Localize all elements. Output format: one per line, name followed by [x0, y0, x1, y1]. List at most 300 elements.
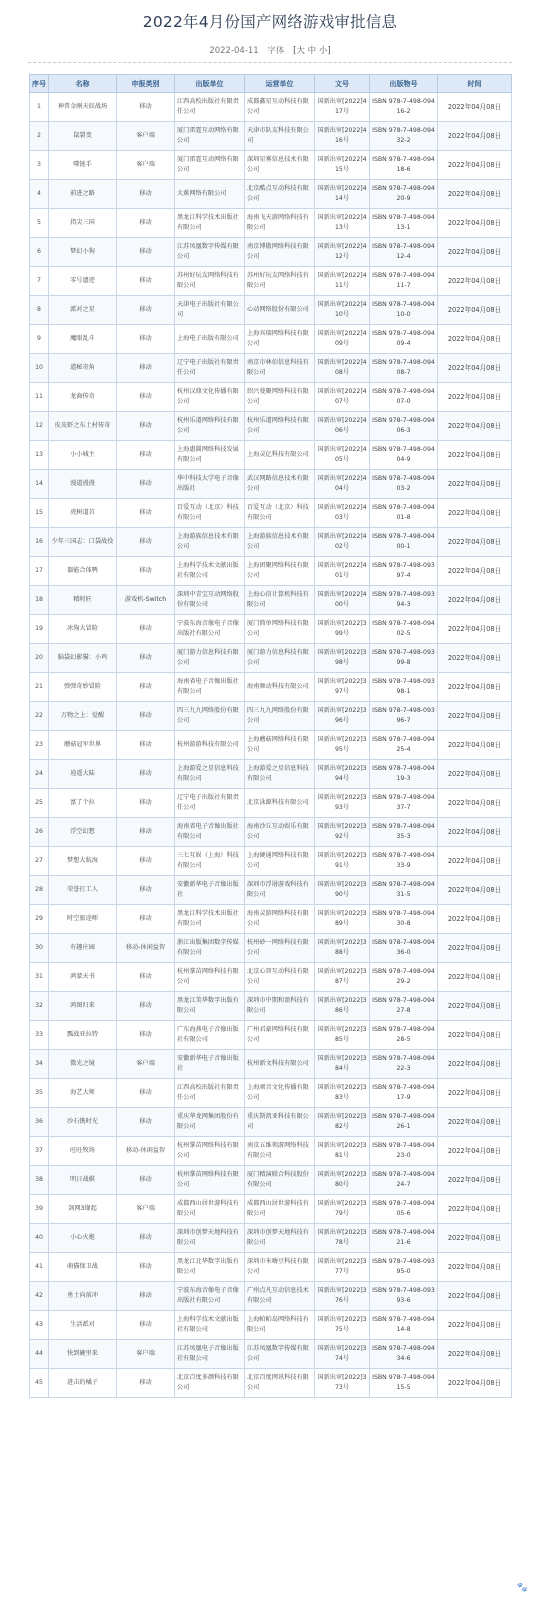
cell-category: 客户端 — [117, 1050, 175, 1079]
cell-operator: 上海游爱之星信息科技有限公司 — [245, 760, 315, 789]
cell-date: 2022年04月08日 — [438, 876, 512, 905]
cell-isbn: ISBN 978-7-498-09400-1 — [370, 528, 438, 557]
cell-name: 脑袋幻影猫：小鸡 — [49, 644, 117, 673]
table-row — [30, 1195, 512, 1224]
table-row — [30, 1311, 512, 1340]
cell-category: 移动 — [117, 644, 175, 673]
cell-isbn: ISBN 978-7-498-09434-6 — [370, 1340, 438, 1369]
cell-date: 2022年04月08日 — [438, 789, 512, 818]
cell-date: 2022年04月08日 — [438, 1108, 512, 1137]
cell-approval-no: 国新出审[2022]412号 — [315, 238, 370, 267]
cell-approval-no: 国新出审[2022]404号 — [315, 470, 370, 499]
cell-isbn: ISBN 978-7-498-09414-8 — [370, 1311, 438, 1340]
cell-operator: 厦门精演联合科技股份有限公司 — [245, 1166, 315, 1195]
cell-approval-no: 国新出审[2022]388号 — [315, 934, 370, 963]
cell-approval-no: 国新出审[2022]393号 — [315, 789, 370, 818]
cell-category: 移动 — [117, 1282, 175, 1311]
cell-name: 微光之镜 — [49, 1050, 117, 1079]
cell-isbn: ISBN 978-7-498-09426-1 — [370, 1108, 438, 1137]
table-row — [30, 876, 512, 905]
cell-index: 17 — [30, 557, 49, 586]
table-row — [30, 325, 512, 354]
cell-approval-no: 国新出审[2022]390号 — [315, 876, 370, 905]
cell-approval-no: 国新出审[2022]389号 — [315, 905, 370, 934]
cell-index: 1 — [30, 93, 49, 122]
cell-category: 移动 — [117, 325, 175, 354]
cell-index: 26 — [30, 818, 49, 847]
cell-isbn: ISBN 978-7-498-09421-6 — [370, 1224, 438, 1253]
cell-index: 11 — [30, 383, 49, 412]
font-size-switcher[interactable]: [大 中 小] — [293, 46, 331, 56]
cell-index: 34 — [30, 1050, 49, 1079]
cell-date: 2022年04月08日 — [438, 760, 512, 789]
cell-name: 勇士向前冲 — [49, 1282, 117, 1311]
cell-name: 虎树道首 — [49, 499, 117, 528]
cell-category: 移动 — [117, 209, 175, 238]
table-row — [30, 702, 512, 731]
table-row — [30, 1079, 512, 1108]
cell-name: 魔眼乱斗 — [49, 325, 117, 354]
cell-index: 7 — [30, 267, 49, 296]
cell-name: 指尖三国 — [49, 209, 117, 238]
cell-date: 2022年04月08日 — [438, 180, 512, 209]
cell-category: 移动 — [117, 412, 175, 441]
cell-publisher: 深圳中青宝互动网络股份有限公司 — [175, 586, 245, 615]
cell-operator: 南京博傲网络科技有限公司 — [245, 238, 315, 267]
cell-operator: 海南舞动科技有限公司 — [245, 673, 315, 702]
cell-index: 38 — [30, 1166, 49, 1195]
cell-date: 2022年04月08日 — [438, 325, 512, 354]
cell-approval-no: 国新出审[2022]401号 — [315, 557, 370, 586]
cell-isbn: ISBN 978-7-498-09410-0 — [370, 296, 438, 325]
cell-approval-no: 国新出审[2022]417号 — [315, 93, 370, 122]
publish-date: 2022-04-11 — [209, 46, 259, 56]
cell-isbn: ISBN 978-7-498-09415-5 — [370, 1369, 438, 1398]
cell-operator: 上海灵亿科技有限公司 — [245, 441, 315, 470]
cell-name: 旺旺牧场 — [49, 1137, 117, 1166]
column-header-date: 时间 — [438, 75, 512, 93]
cell-index: 8 — [30, 296, 49, 325]
cell-publisher: 厦门游力信息科技有限公司 — [175, 644, 245, 673]
table-row — [30, 354, 512, 383]
divider — [28, 62, 512, 63]
cell-name: 鸿蒙天书 — [49, 963, 117, 992]
cell-approval-no: 国新出审[2022]385号 — [315, 1021, 370, 1050]
cell-name: 瓢战亚拉特 — [49, 1021, 117, 1050]
cell-operator: 海南灵游网络科技有限公司 — [245, 905, 315, 934]
cell-operator: 南京五维领游网络科技有限公司 — [245, 1137, 315, 1166]
cell-operator: 成都西山居世游科技有限公司 — [245, 1195, 315, 1224]
cell-name: 梦幻小狗 — [49, 238, 117, 267]
cell-publisher: 辽宁电子出版社有限责任公司 — [175, 354, 245, 383]
cell-name: 冰狗大冒险 — [49, 615, 117, 644]
cell-publisher: 大蕉网络有限公司 — [175, 180, 245, 209]
column-header-category: 申报类别 — [117, 75, 175, 93]
cell-name: 少年三国志：口袋战役 — [49, 528, 117, 557]
table-row — [30, 847, 512, 876]
table-row — [30, 818, 512, 847]
cell-operator: 厦门游力信息科技有限公司 — [245, 644, 315, 673]
table-row — [30, 1108, 512, 1137]
cell-operator: 杭州新文科技有限公司 — [245, 1050, 315, 1079]
cell-isbn: ISBN 978-7-498-09424-7 — [370, 1166, 438, 1195]
cell-publisher: 上海科学技术文献出版社有限公司 — [175, 1311, 245, 1340]
cell-index: 21 — [30, 673, 49, 702]
cell-category: 移动 — [117, 557, 175, 586]
cell-index: 24 — [30, 760, 49, 789]
table-row — [30, 238, 512, 267]
cell-operator: 广州君豪网络科技有限公司 — [245, 1021, 315, 1050]
cell-date: 2022年04月08日 — [438, 470, 512, 499]
cell-name: 逍遥大陆 — [49, 760, 117, 789]
cell-date: 2022年04月08日 — [438, 615, 512, 644]
cell-date: 2022年04月08日 — [438, 1311, 512, 1340]
cell-name: 前进之路 — [49, 180, 117, 209]
cell-name: 有趣庄园 — [49, 934, 117, 963]
cell-publisher: 华中科技大学电子音像出版社 — [175, 470, 245, 499]
cell-publisher: 宁波东海音像电子音像出版社有限公司 — [175, 615, 245, 644]
cell-operator: 海南沙丘互动娱乐有限公司 — [245, 818, 315, 847]
cell-isbn: ISBN 978-7-498-09419-3 — [370, 760, 438, 789]
table-row — [30, 1137, 512, 1166]
table-row — [30, 470, 512, 499]
cell-publisher: 上海电子出版有限公司 — [175, 325, 245, 354]
cell-approval-no: 国新出审[2022]376号 — [315, 1282, 370, 1311]
cell-approval-no: 国新出审[2022]406号 — [315, 412, 370, 441]
cell-publisher: 厦门雷霆互动网络有限公司 — [175, 151, 245, 180]
cell-index: 44 — [30, 1340, 49, 1369]
cell-operator: 上海宾瑞网络科技有限公司 — [245, 325, 315, 354]
cell-operator: 上海游族信息技术有限公司 — [245, 528, 315, 557]
table-row — [30, 528, 512, 557]
cell-category: 移动 — [117, 731, 175, 760]
cell-category: 移动 — [117, 1224, 175, 1253]
cell-index: 36 — [30, 1108, 49, 1137]
cell-isbn: ISBN 978-7-498-09408-7 — [370, 354, 438, 383]
cell-name: 时空旅途师 — [49, 905, 117, 934]
cell-isbn: ISBN 978-7-498-09423-0 — [370, 1137, 438, 1166]
cell-isbn: ISBN 978-7-498-09397-4 — [370, 557, 438, 586]
cell-publisher: 江西高校出版社有限责任公司 — [175, 1079, 245, 1108]
table-row — [30, 644, 512, 673]
cell-isbn: ISBN 978-7-498-09437-7 — [370, 789, 438, 818]
cell-isbn: ISBN 978-7-498-09409-4 — [370, 325, 438, 354]
cell-category: 移动 — [117, 267, 175, 296]
approval-table — [29, 74, 512, 1398]
cell-operator: 深圳市米嗨豆科技有限公司 — [245, 1253, 315, 1282]
table-row — [30, 180, 512, 209]
cell-index: 35 — [30, 1079, 49, 1108]
cell-publisher: 海南省电子音像出版社有限公司 — [175, 673, 245, 702]
table-row — [30, 963, 512, 992]
cell-approval-no: 国新出审[2022]381号 — [315, 1137, 370, 1166]
cell-publisher: 杭州游游科技有限公司 — [175, 731, 245, 760]
cell-date: 2022年04月08日 — [438, 847, 512, 876]
cell-publisher: 黑龙江北华数字出版有限公司 — [175, 1253, 245, 1282]
cell-operator: 上海帕帕岛网络科技有限公司 — [245, 1311, 315, 1340]
cell-category: 移动 — [117, 470, 175, 499]
cell-operator: 上海顽音文化传播有限公司 — [245, 1079, 315, 1108]
cell-index: 30 — [30, 934, 49, 963]
cell-index: 42 — [30, 1282, 49, 1311]
cell-approval-no: 国新出审[2022]378号 — [315, 1224, 370, 1253]
cell-isbn: ISBN 978-7-498-09413-1 — [370, 209, 438, 238]
column-header-publisher: 出版单位 — [175, 75, 245, 93]
cell-operator: 四三九九网络股份有限公司 — [245, 702, 315, 731]
cell-index: 31 — [30, 963, 49, 992]
cell-index: 27 — [30, 847, 49, 876]
cell-publisher: 海南省电子音像出版社有限公司 — [175, 818, 245, 847]
cell-operator: 上海心信计算机科技有限公司 — [245, 586, 315, 615]
cell-operator: 北京酷点互动科技有限公司 — [245, 180, 315, 209]
cell-name: 皮皮虾之东土村传奇 — [49, 412, 117, 441]
cell-name: 神兽金刚天辰战场 — [49, 93, 117, 122]
cell-publisher: 上海游族信息技术有限公司 — [175, 528, 245, 557]
cell-approval-no: 国新出审[2022]383号 — [315, 1079, 370, 1108]
cell-index: 18 — [30, 586, 49, 615]
cell-date: 2022年04月08日 — [438, 1340, 512, 1369]
cell-publisher: 三七互娱（上海）科技有限公司 — [175, 847, 245, 876]
cell-date: 2022年04月08日 — [438, 557, 512, 586]
cell-publisher: 浙江出版集团数字传媒有限公司 — [175, 934, 245, 963]
cell-index: 3 — [30, 151, 49, 180]
cell-approval-no: 国新出审[2022]413号 — [315, 209, 370, 238]
cell-index: 40 — [30, 1224, 49, 1253]
cell-publisher: 百爱互动（北京）科技有限公司 — [175, 499, 245, 528]
cell-isbn: ISBN 978-7-498-09429-2 — [370, 963, 438, 992]
table-row — [30, 760, 512, 789]
cell-isbn: ISBN 978-7-498-09433-9 — [370, 847, 438, 876]
cell-isbn: ISBN 978-7-498-09432-2 — [370, 122, 438, 151]
cell-index: 41 — [30, 1253, 49, 1282]
cell-publisher: 天津电子出版社有限公司 — [175, 296, 245, 325]
cell-isbn: ISBN 978-7-498-09427-8 — [370, 992, 438, 1021]
table-row — [30, 615, 512, 644]
cell-publisher: 安徽新华电子音像出版社 — [175, 876, 245, 905]
cell-date: 2022年04月08日 — [438, 1282, 512, 1311]
cell-publisher: 厦门雷霆互动网络有限公司 — [175, 122, 245, 151]
cell-isbn: ISBN 978-7-498-09431-5 — [370, 876, 438, 905]
cell-publisher: 杭州汉鼎文化传播有限公司 — [175, 383, 245, 412]
cell-approval-no: 国新出审[2022]392号 — [315, 818, 370, 847]
cell-name: 万物之上：觉醒 — [49, 702, 117, 731]
cell-date: 2022年04月08日 — [438, 905, 512, 934]
cell-operator: 天津市队友科技有限公司 — [245, 122, 315, 151]
cell-date: 2022年04月08日 — [438, 1369, 512, 1398]
column-header-isbn: 出版物号 — [370, 75, 438, 93]
cell-publisher: 四三九九网络股份有限公司 — [175, 702, 245, 731]
cell-index: 9 — [30, 325, 49, 354]
cell-index: 12 — [30, 412, 49, 441]
table-row — [30, 731, 512, 760]
cell-index: 23 — [30, 731, 49, 760]
cell-isbn: ISBN 978-7-498-09418-6 — [370, 151, 438, 180]
cell-date: 2022年04月08日 — [438, 151, 512, 180]
cell-operator: 上海团聚网络科技有限公司 — [245, 557, 315, 586]
cell-name: 生活派对 — [49, 1311, 117, 1340]
cell-isbn: ISBN 978-7-498-09407-0 — [370, 383, 438, 412]
cell-category: 移动-休闲益智 — [117, 934, 175, 963]
cell-date: 2022年04月08日 — [438, 122, 512, 151]
cell-isbn: ISBN 978-7-498-09425-4 — [370, 731, 438, 760]
cell-category: 移动 — [117, 93, 175, 122]
cell-name: 零号遗迹 — [49, 267, 117, 296]
cell-isbn: ISBN 978-7-498-09396-7 — [370, 702, 438, 731]
cell-category: 移动 — [117, 441, 175, 470]
cell-date: 2022年04月08日 — [438, 267, 512, 296]
cell-publisher: 江苏凤凰数字传媒有限公司 — [175, 238, 245, 267]
cell-index: 14 — [30, 470, 49, 499]
table-row — [30, 383, 512, 412]
cell-approval-no: 国新出审[2022]373号 — [315, 1369, 370, 1398]
cell-date: 2022年04月08日 — [438, 1137, 512, 1166]
cell-publisher: 上海惠圆网络科技发展有限公司 — [175, 441, 245, 470]
cell-category: 移动 — [117, 1079, 175, 1108]
cell-index: 16 — [30, 528, 49, 557]
cell-category: 移动 — [117, 615, 175, 644]
cell-approval-no: 国新出审[2022]375号 — [315, 1311, 370, 1340]
watermark: 🐾 — [516, 1583, 528, 1593]
cell-approval-no: 国新出审[2022]394号 — [315, 760, 370, 789]
cell-publisher: 上海游爱之星信息科技有限公司 — [175, 760, 245, 789]
cell-approval-no: 国新出审[2022]377号 — [315, 1253, 370, 1282]
cell-operator: 成都鑫星互动科技有限公司 — [245, 93, 315, 122]
cell-operator: 北京心智互动科技有限公司 — [245, 963, 315, 992]
cell-date: 2022年04月08日 — [438, 1195, 512, 1224]
cell-category: 移动 — [117, 992, 175, 1021]
cell-category: 移动 — [117, 383, 175, 412]
cell-publisher: 辽宁电子出版社有限责任公司 — [175, 789, 245, 818]
table-row — [30, 673, 512, 702]
cell-date: 2022年04月08日 — [438, 1166, 512, 1195]
cell-category: 移动 — [117, 1369, 175, 1398]
cell-category: 游戏机-Switch — [117, 586, 175, 615]
cell-category: 移动 — [117, 499, 175, 528]
cell-approval-no: 国新出审[2022]409号 — [315, 325, 370, 354]
cell-name: 蘑菇冠军世界 — [49, 731, 117, 760]
cell-approval-no: 国新出审[2022]379号 — [315, 1195, 370, 1224]
table-row — [30, 557, 512, 586]
cell-isbn: ISBN 978-7-498-09403-2 — [370, 470, 438, 499]
cell-operator: 百爱互动（北京）科技有限公司 — [245, 499, 315, 528]
cell-name: 快到碗里来 — [49, 1340, 117, 1369]
cell-date: 2022年04月08日 — [438, 1079, 512, 1108]
table-row — [30, 1340, 512, 1369]
cell-index: 43 — [30, 1311, 49, 1340]
cell-operator: 杭州砂一网络科技有限公司 — [245, 934, 315, 963]
cell-isbn: ISBN 978-7-498-09402-5 — [370, 615, 438, 644]
cell-isbn: ISBN 978-7-498-09399-8 — [370, 644, 438, 673]
cell-index: 5 — [30, 209, 49, 238]
cell-date: 2022年04月08日 — [438, 1224, 512, 1253]
cell-category: 移动 — [117, 702, 175, 731]
cell-operator: 苏州好玩友网络科技有限公司 — [245, 267, 315, 296]
cell-name: 沙石镌时光 — [49, 1108, 117, 1137]
cell-category: 移动 — [117, 1108, 175, 1137]
cell-isbn: ISBN 978-7-498-09394-3 — [370, 586, 438, 615]
cell-isbn: ISBN 978-7-498-09406-3 — [370, 412, 438, 441]
cell-isbn: ISBN 978-7-498-09416-2 — [370, 93, 438, 122]
cell-approval-no: 国新出审[2022]408号 — [315, 354, 370, 383]
cell-name: 龙裔传奇 — [49, 383, 117, 412]
cell-category: 移动 — [117, 673, 175, 702]
cell-operator: 心动网络股份有限公司 — [245, 296, 315, 325]
cell-publisher: 江苏凤凰电子音像出版社有限公司 — [175, 1340, 245, 1369]
cell-operator: 北京百度网讯科技有限公司 — [245, 1369, 315, 1398]
cell-operator: 重庆斯凯亚科技有限公司 — [245, 1108, 315, 1137]
cell-category: 移动 — [117, 847, 175, 876]
cell-date: 2022年04月08日 — [438, 731, 512, 760]
cell-publisher: 成都西山居世游科技有限公司 — [175, 1195, 245, 1224]
cell-isbn: ISBN 978-7-498-09412-4 — [370, 238, 438, 267]
cell-operator: 厦门简单网络科技有限公司 — [245, 615, 315, 644]
cell-category: 客户端 — [117, 1195, 175, 1224]
cell-category: 移动 — [117, 180, 175, 209]
cell-name: 浮空幻想 — [49, 818, 117, 847]
cell-category: 客户端 — [117, 122, 175, 151]
cell-publisher: 杭州掌苗网络科技有限公司 — [175, 1166, 245, 1195]
cell-publisher: 苏州好玩友网络科技有限公司 — [175, 267, 245, 296]
table-row — [30, 789, 512, 818]
cell-publisher: 黑龙江美华数字出版有限公司 — [175, 992, 245, 1021]
table-row — [30, 499, 512, 528]
cell-name: 进击的橘子 — [49, 1369, 117, 1398]
cell-index: 29 — [30, 905, 49, 934]
cell-name: 噬链手 — [49, 151, 117, 180]
cell-date: 2022年04月08日 — [438, 441, 512, 470]
cell-approval-no: 国新出审[2022]387号 — [315, 963, 370, 992]
cell-index: 39 — [30, 1195, 49, 1224]
table-row — [30, 93, 512, 122]
cell-operator: 北京泳源科技有限公司 — [245, 789, 315, 818]
cell-category: 移动-休闲益智 — [117, 1137, 175, 1166]
cell-name: 富了个拉 — [49, 789, 117, 818]
cell-name: 小小城主 — [49, 441, 117, 470]
cell-approval-no: 国新出审[2022]410号 — [315, 296, 370, 325]
cell-category: 移动 — [117, 296, 175, 325]
cell-name: 小心火炮 — [49, 1224, 117, 1253]
cell-index: 4 — [30, 180, 49, 209]
cell-index: 33 — [30, 1021, 49, 1050]
article-meta — [0, 44, 540, 56]
cell-publisher: 重庆华龙网集团股份有限公司 — [175, 1108, 245, 1137]
cell-approval-no: 国新出审[2022]398号 — [315, 644, 370, 673]
cell-name: 荣誉打工人 — [49, 876, 117, 905]
table-row — [30, 412, 512, 441]
cell-approval-no: 国新出审[2022]407号 — [315, 383, 370, 412]
cell-operator: 上海硬通网络科技有限公司 — [245, 847, 315, 876]
table-row — [30, 1253, 512, 1282]
cell-date: 2022年04月08日 — [438, 1050, 512, 1079]
table-row — [30, 905, 512, 934]
cell-publisher: 上海科学技术文献出版社有限公司 — [175, 557, 245, 586]
cell-date: 2022年04月08日 — [438, 963, 512, 992]
cell-category: 移动 — [117, 963, 175, 992]
cell-isbn: ISBN 978-7-498-09405-6 — [370, 1195, 438, 1224]
cell-approval-no: 国新出审[2022]396号 — [315, 702, 370, 731]
cell-index: 37 — [30, 1137, 49, 1166]
cell-name: 道秘奇角 — [49, 354, 117, 383]
cell-date: 2022年04月08日 — [438, 383, 512, 412]
cell-date: 2022年04月08日 — [438, 818, 512, 847]
cell-approval-no: 国新出审[2022]400号 — [315, 586, 370, 615]
cell-approval-no: 国新出审[2022]411号 — [315, 267, 370, 296]
cell-approval-no: 国新出审[2022]403号 — [315, 499, 370, 528]
cell-date: 2022年04月08日 — [438, 93, 512, 122]
table-row — [30, 1050, 512, 1079]
cell-publisher: 黑龙江科学技术出版社有限公司 — [175, 209, 245, 238]
cell-isbn: ISBN 978-7-498-09395-0 — [370, 1253, 438, 1282]
